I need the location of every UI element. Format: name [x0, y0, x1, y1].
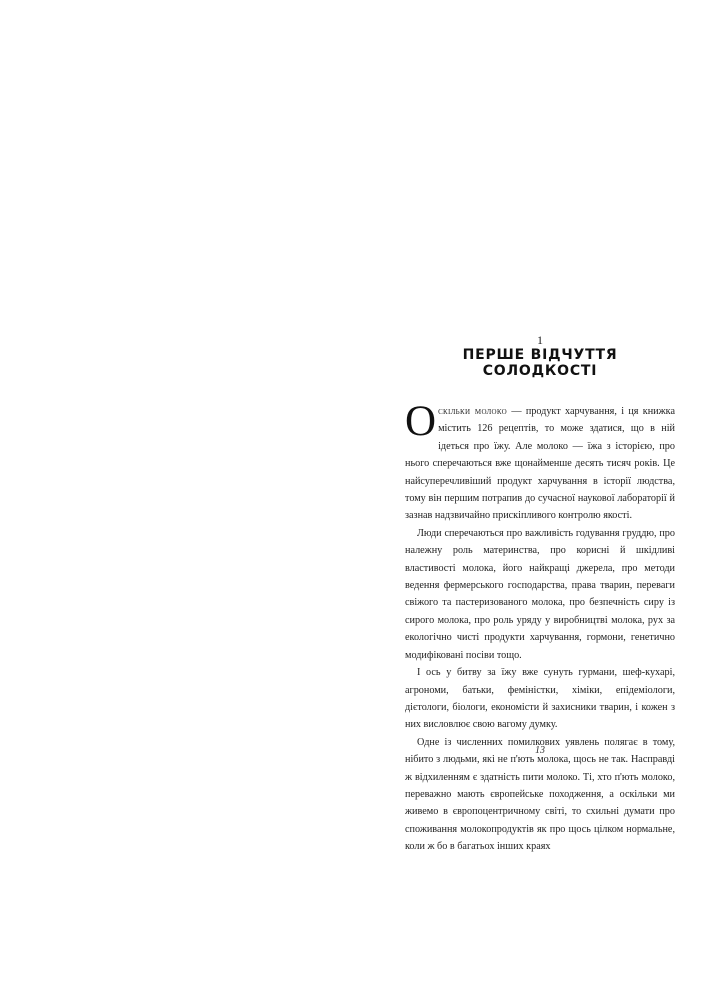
chapter-body — [405, 398, 675, 856]
paragraph-2: Люди сперечаються про важливість годування груддю, про належну роль материнства, про корисні й шкідливі властивості молока, його найкращі джерела, про методи ведення фермерського господарства, права тварин, переваги свіжого та пастеризованого молока, про безпечність сиру із сирого молока, про роль уряду у виробництві молока, рух за екологічно чисті продукти харчування, гормони, генетично модифіковані посіви тощо. — [405, 527, 675, 661]
chapter-number: 1 — [537, 333, 543, 347]
paragraph-1 — [405, 398, 675, 525]
lead-in-smallcaps: скільки молоко — [438, 406, 508, 417]
paragraph-1-text: — продукт харчування, і ця книжка містить 126 рецептів, то може здатися, що в ній ідеться про їжу. Але молоко — їжа з історією, про нього сперечаються вже щонайменше десять тисяч років. Це найсуперечливіший продукт харчування в історії людства, тому він першим потрапив до сучасної наукової лабораторії й зазнав надзвичайно прискіпливого контролю якості. — [405, 406, 675, 522]
paragraph-4: Одне із численних помилкових уявлень полягає в тому, нібито з людьми, які не п'ють молока, щось не так. Насправді ж відхиленням є здатність пити молоко. Ті, хто п'ють молоко, переважно мають європейське походження, а оскільки ми живемо в європоцентричному світі, то схильні думати про споживання молокопродуктів як про щось цілком нормальне, коли ж бо в багатьох інших краях — [405, 736, 675, 853]
chapter-title: ПЕРШЕ ВІДЧУТТЯ СОЛОДКОСТІ — [462, 347, 618, 379]
page-number: 13 — [535, 745, 545, 756]
drop-cap: О — [405, 398, 437, 445]
paragraph-3: І ось у битву за їжу вже сунуть гурмани, шеф-кухарі, агрономи, батьки, феміністки, хіміки, епідеміологи, дієтологи, біологи, економісти й захисники тварин, і кожен з них висловлює свою вагому думку. — [405, 667, 675, 731]
